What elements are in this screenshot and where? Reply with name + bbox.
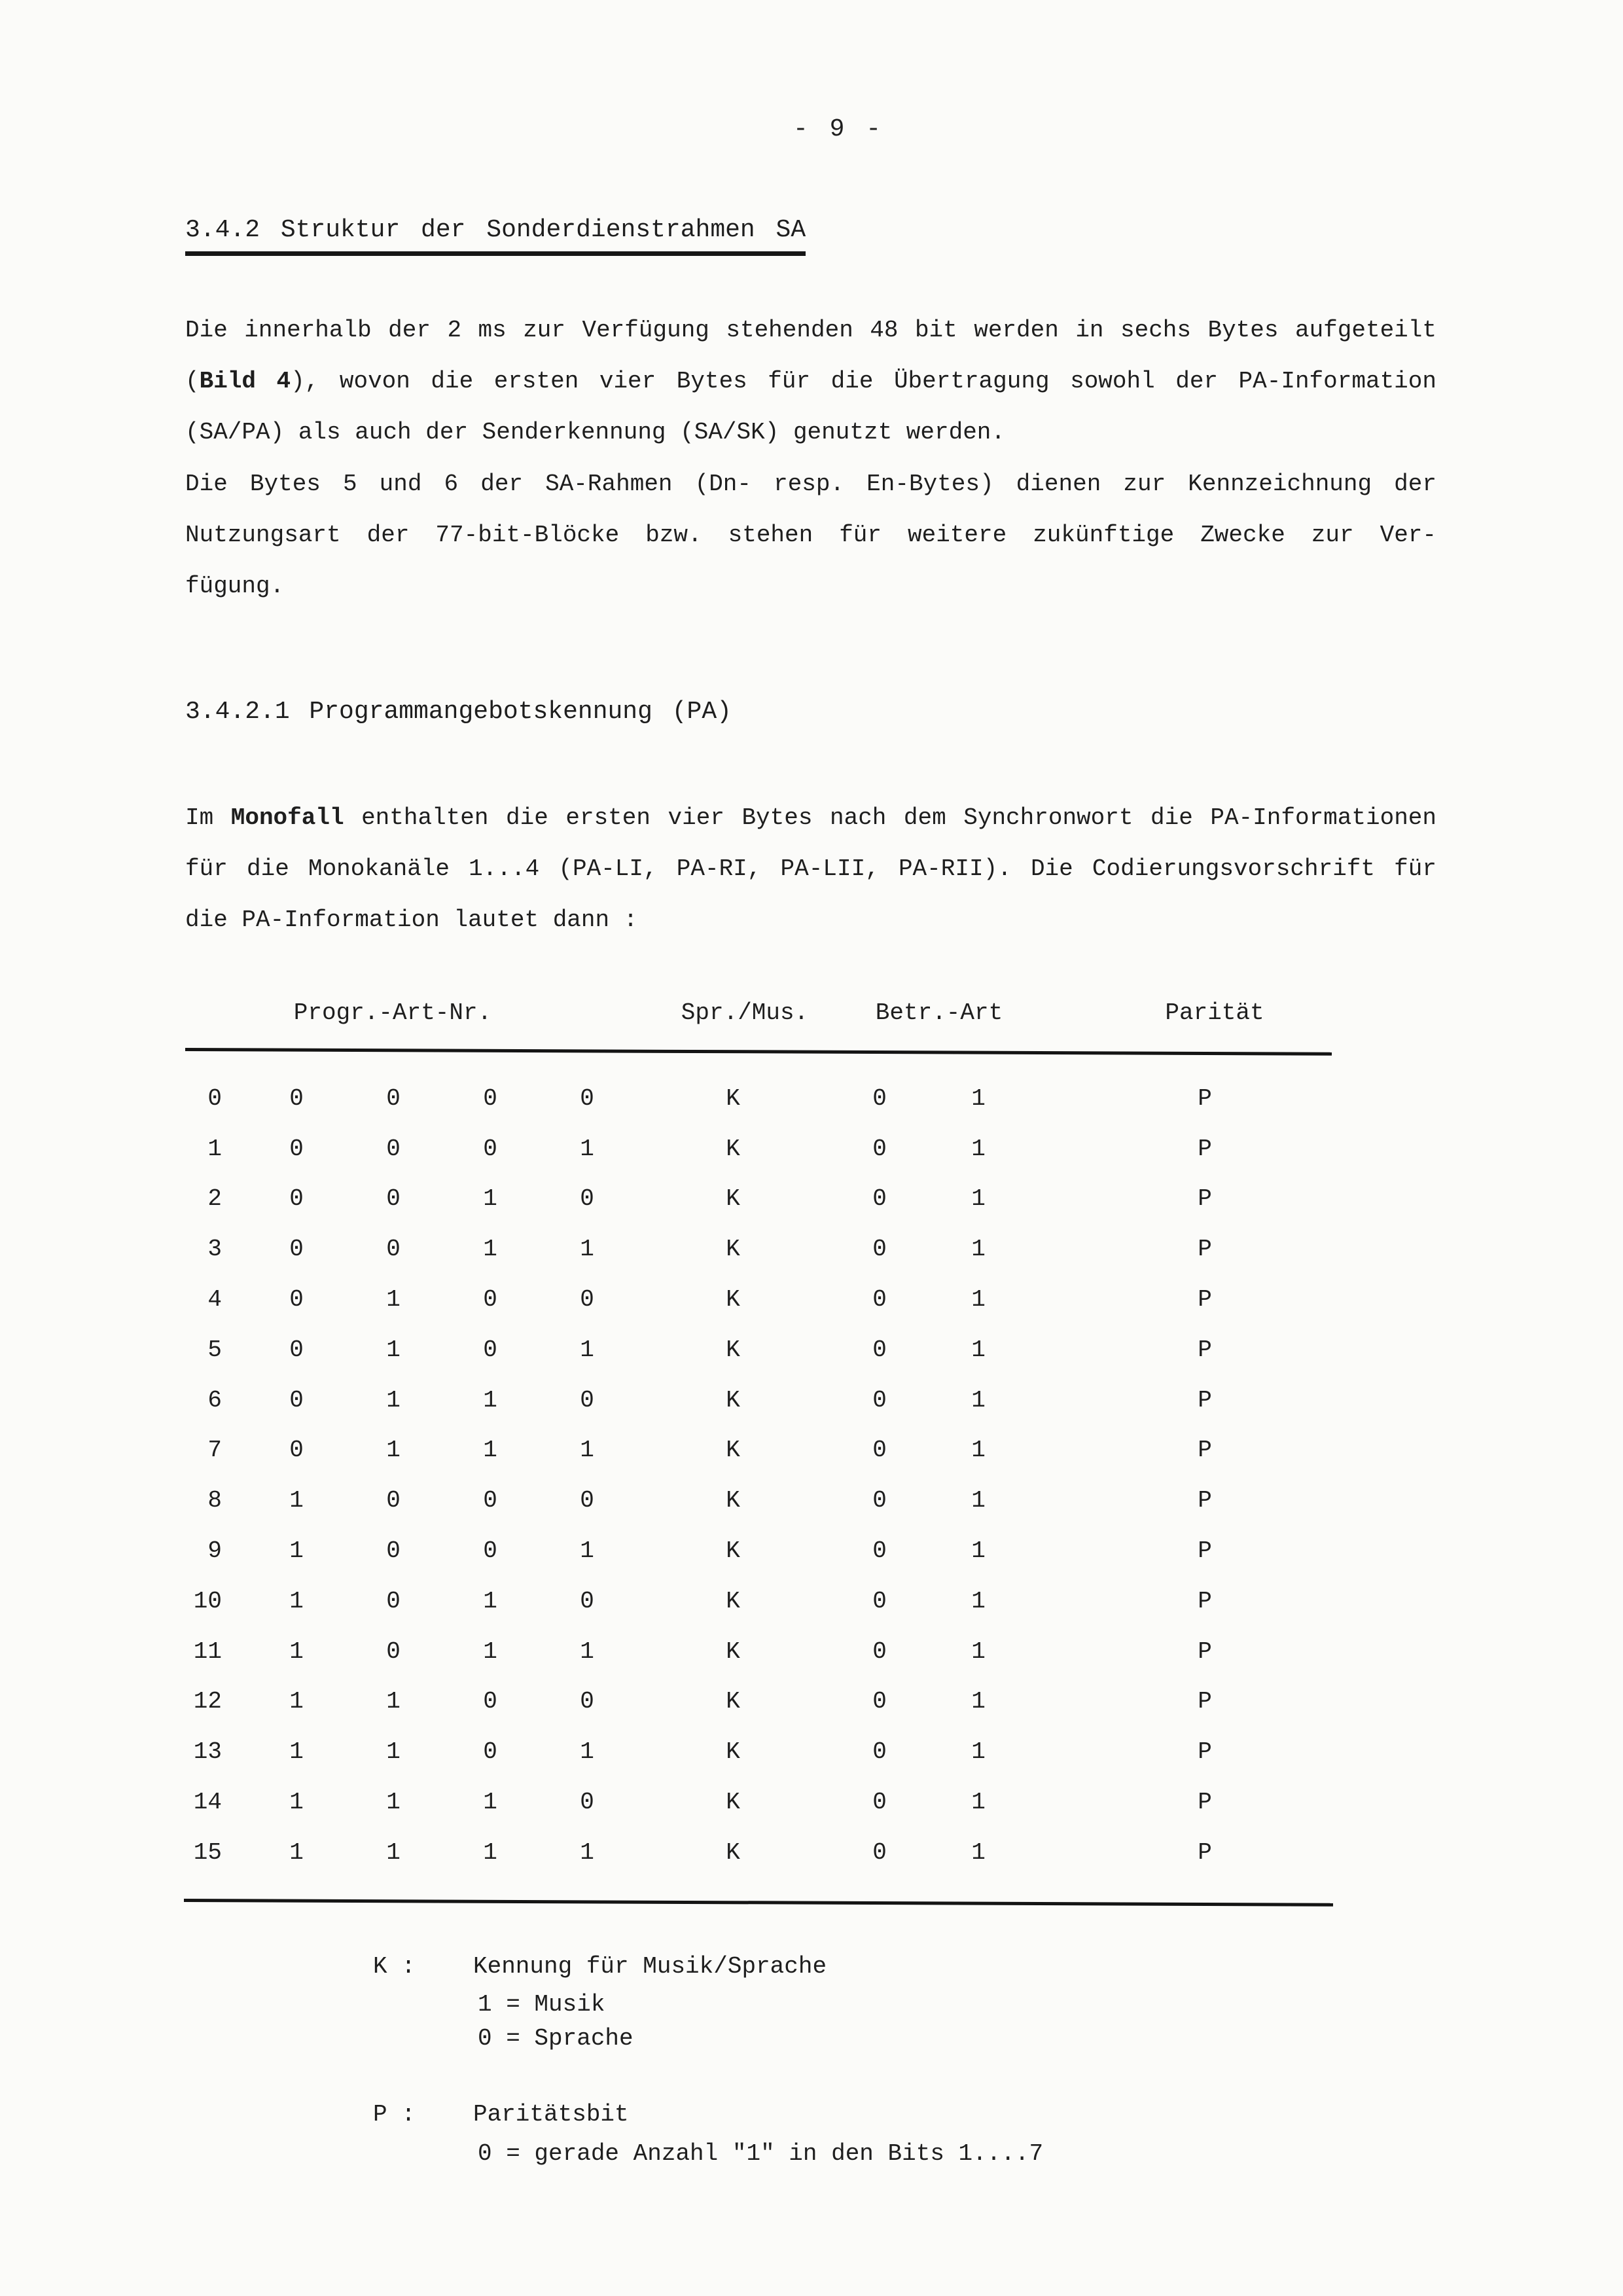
betr-art-bit0-cell: 0 <box>872 1487 887 1515</box>
betr-art-bit1-cell: 1 <box>971 1135 986 1162</box>
parity-cell: P <box>1198 1286 1212 1314</box>
bit4-cell: 0 <box>580 1688 594 1715</box>
bit1-cell: 0 <box>289 1236 304 1263</box>
bit3-cell: 0 <box>483 1336 497 1363</box>
spr-mus-cell: K <box>726 1336 740 1363</box>
table-row <box>185 1073 1382 1124</box>
bit4-cell: 0 <box>580 1789 594 1816</box>
bit1-cell: 1 <box>289 1487 304 1515</box>
bit3-cell: 1 <box>483 1437 497 1464</box>
betr-art-bit1-cell: 1 <box>971 1638 986 1665</box>
bit4-cell: 1 <box>580 1135 594 1162</box>
legend-p-text: Paritätsbit <box>473 2101 629 2128</box>
bit3-cell: 1 <box>483 1638 497 1665</box>
bit1-cell: 1 <box>289 1789 304 1816</box>
table-bottom-rule <box>184 1899 1333 1907</box>
spr-mus-cell: K <box>726 1638 740 1665</box>
text-segment-bold: Monofall <box>230 804 344 831</box>
parity-cell: P <box>1198 1638 1212 1665</box>
betr-art-bit1-cell: 1 <box>971 1487 986 1515</box>
table-header-paritaet: Parität <box>1165 999 1264 1026</box>
bit4-cell: 0 <box>580 1587 594 1615</box>
bit4-cell: 0 <box>580 1085 594 1112</box>
bit1-cell: 1 <box>289 1638 304 1665</box>
text-line: die PA-Information lautet dann : <box>185 906 638 933</box>
bit2-cell: 0 <box>386 1085 401 1112</box>
betr-art-bit1-cell: 1 <box>971 1386 986 1414</box>
betr-art-bit0-cell: 0 <box>872 1135 887 1162</box>
parity-cell: P <box>1198 1487 1212 1515</box>
bit1-cell: 1 <box>289 1587 304 1615</box>
bit4-cell: 1 <box>580 1236 594 1263</box>
bit3-cell: 1 <box>483 1587 497 1615</box>
bit4-cell: 1 <box>580 1537 594 1565</box>
bit2-cell: 1 <box>386 1437 401 1464</box>
bit4-cell: 0 <box>580 1386 594 1414</box>
betr-art-bit0-cell: 0 <box>872 1236 887 1263</box>
text-segment: ), wovon die ersten vier Bytes für die Übertragung sowohl der PA-Information <box>291 368 1436 395</box>
bit1-cell: 1 <box>289 1537 304 1565</box>
betr-art-bit1-cell: 1 <box>971 1789 986 1816</box>
bit1-cell: 0 <box>289 1286 304 1314</box>
bit3-cell: 0 <box>483 1688 497 1715</box>
program-type-number-cell: 15 <box>193 1839 222 1866</box>
bit1-cell: 0 <box>289 1185 304 1213</box>
text-line: (SA/PA) als auch der Senderkennung (SA/SK) genutzt werden. <box>185 419 1006 446</box>
spr-mus-cell: K <box>726 1085 740 1112</box>
bit2-cell: 1 <box>386 1839 401 1866</box>
parity-cell: P <box>1198 1236 1212 1263</box>
program-type-number-cell: 0 <box>207 1085 222 1112</box>
betr-art-bit0-cell: 0 <box>872 1587 887 1615</box>
bit3-cell: 0 <box>483 1135 497 1162</box>
bit1-cell: 1 <box>289 1839 304 1866</box>
table-row <box>185 1677 1382 1727</box>
betr-art-bit1-cell: 1 <box>971 1738 986 1766</box>
program-type-number-cell: 4 <box>207 1286 222 1314</box>
bit4-cell: 0 <box>580 1185 594 1213</box>
subsection-heading: 3.4.2.1 Programmangebotskennung (PA) <box>185 698 732 726</box>
bit3-cell: 0 <box>483 1085 497 1112</box>
text-segment: ( <box>185 368 200 395</box>
bit4-cell: 0 <box>580 1286 594 1314</box>
legend-p-parity-rule: 0 = gerade Anzahl "1" in den Bits 1....7 <box>478 2140 1044 2167</box>
program-type-number-cell: 10 <box>193 1587 222 1615</box>
bit2-cell: 0 <box>386 1236 401 1263</box>
paragraph-bytes-5-6 <box>185 459 1436 612</box>
betr-art-bit0-cell: 0 <box>872 1688 887 1715</box>
parity-cell: P <box>1198 1587 1212 1615</box>
spr-mus-cell: K <box>726 1185 740 1213</box>
bit2-cell: 0 <box>386 1135 401 1162</box>
betr-art-bit0-cell: 0 <box>872 1789 887 1816</box>
table-header-progr-art-nr: Progr.-Art-Nr. <box>293 999 492 1026</box>
text-segment-bold: Bild 4 <box>199 368 291 395</box>
program-type-number-cell: 1 <box>207 1135 222 1162</box>
bit2-cell: 0 <box>386 1185 401 1213</box>
bit4-cell: 1 <box>580 1336 594 1363</box>
program-type-number-cell: 2 <box>207 1185 222 1213</box>
text-line: fügung. <box>185 573 285 600</box>
bit2-cell: 1 <box>386 1789 401 1816</box>
table-row <box>185 1727 1382 1777</box>
text-line: für die Monokanäle 1...4 (PA-LI, PA-RI, PA-LII, PA-RII). Die Codierungsvorschrift für <box>185 855 1436 882</box>
program-type-number-cell: 3 <box>207 1236 222 1263</box>
bit2-cell: 0 <box>386 1587 401 1615</box>
spr-mus-cell: K <box>726 1537 740 1565</box>
paragraph-monofall <box>185 793 1436 946</box>
bit4-cell: 1 <box>580 1437 594 1464</box>
table-row <box>185 1375 1382 1426</box>
table-header-betr-art: Betr.-Art <box>875 999 1003 1026</box>
spr-mus-cell: K <box>726 1286 740 1314</box>
bit1-cell: 1 <box>289 1738 304 1766</box>
bit2-cell: 1 <box>386 1688 401 1715</box>
spr-mus-cell: K <box>726 1738 740 1766</box>
legend-k-text: Kennung für Musik/Sprache <box>473 1953 827 1980</box>
betr-art-bit1-cell: 1 <box>971 1437 986 1464</box>
betr-art-bit1-cell: 1 <box>971 1587 986 1615</box>
table-row <box>185 1426 1382 1476</box>
spr-mus-cell: K <box>726 1487 740 1515</box>
bit4-cell: 1 <box>580 1738 594 1766</box>
betr-art-bit0-cell: 0 <box>872 1537 887 1565</box>
program-type-number-cell: 13 <box>193 1738 222 1766</box>
parity-cell: P <box>1198 1437 1212 1464</box>
program-type-number-cell: 12 <box>193 1688 222 1715</box>
parity-cell: P <box>1198 1085 1212 1112</box>
betr-art-bit0-cell: 0 <box>872 1185 887 1213</box>
text-line <box>185 356 1436 407</box>
section-heading: 3.4.2 Struktur der Sonderdienstrahmen SA <box>185 216 806 256</box>
program-type-number-cell: 6 <box>207 1386 222 1414</box>
spr-mus-cell: K <box>726 1688 740 1715</box>
table-row <box>185 1526 1382 1576</box>
text-line: Nutzungsart der 77-bit-Blöcke bzw. stehen für weitere zukünftige Zwecke zur Ver- <box>185 522 1436 548</box>
parity-cell: P <box>1198 1839 1212 1866</box>
text-segment: Im <box>185 804 231 831</box>
text-line: Die innerhalb der 2 ms zur Verfügung stehenden 48 bit werden in sechs Bytes aufgeteilt <box>185 317 1436 344</box>
betr-art-bit1-cell: 1 <box>971 1085 986 1112</box>
betr-art-bit1-cell: 1 <box>971 1236 986 1263</box>
bit2-cell: 1 <box>386 1738 401 1766</box>
betr-art-bit0-cell: 0 <box>872 1437 887 1464</box>
betr-art-bit0-cell: 0 <box>872 1638 887 1665</box>
bit3-cell: 1 <box>483 1236 497 1263</box>
parity-cell: P <box>1198 1738 1212 1766</box>
bit1-cell: 0 <box>289 1386 304 1414</box>
table-header-spr-mus: Spr./Mus. <box>681 999 809 1026</box>
bit3-cell: 1 <box>483 1839 497 1866</box>
bit2-cell: 1 <box>386 1336 401 1363</box>
parity-cell: P <box>1198 1336 1212 1363</box>
bit1-cell: 0 <box>289 1085 304 1112</box>
bit3-cell: 0 <box>483 1537 497 1565</box>
bit4-cell: 1 <box>580 1638 594 1665</box>
legend-k-label: K : <box>373 1953 416 1980</box>
bit3-cell: 1 <box>483 1789 497 1816</box>
betr-art-bit0-cell: 0 <box>872 1738 887 1766</box>
betr-art-bit1-cell: 1 <box>971 1688 986 1715</box>
table-row <box>185 1274 1382 1325</box>
spr-mus-cell: K <box>726 1236 740 1263</box>
table-row <box>185 1224 1382 1274</box>
bit1-cell: 0 <box>289 1336 304 1363</box>
table-row <box>185 1325 1382 1375</box>
bit3-cell: 0 <box>483 1487 497 1515</box>
betr-art-bit1-cell: 1 <box>971 1839 986 1866</box>
text-line: Die Bytes 5 und 6 der SA-Rahmen (Dn- resp. En-Bytes) dienen zur Kennzeichnung der <box>185 471 1436 497</box>
betr-art-bit0-cell: 0 <box>872 1286 887 1314</box>
page-number: - 9 - <box>793 115 885 143</box>
table-top-rule <box>185 1048 1332 1056</box>
spr-mus-cell: K <box>726 1839 740 1866</box>
spr-mus-cell: K <box>726 1587 740 1615</box>
table-row <box>185 1626 1382 1677</box>
table-row <box>185 1124 1382 1174</box>
parity-cell: P <box>1198 1185 1212 1213</box>
betr-art-bit1-cell: 1 <box>971 1286 986 1314</box>
bit3-cell: 0 <box>483 1286 497 1314</box>
program-type-number-cell: 14 <box>193 1789 222 1816</box>
parity-cell: P <box>1198 1537 1212 1565</box>
bit4-cell: 0 <box>580 1487 594 1515</box>
legend-k-musik: 1 = Musik <box>478 1991 605 2018</box>
paragraph-frame-structure <box>185 305 1436 458</box>
legend-p-label: P : <box>373 2101 416 2128</box>
program-type-number-cell: 5 <box>207 1336 222 1363</box>
program-type-number-cell: 9 <box>207 1537 222 1565</box>
spr-mus-cell: K <box>726 1386 740 1414</box>
program-type-number-cell: 8 <box>207 1487 222 1515</box>
bit1-cell: 0 <box>289 1437 304 1464</box>
table-row <box>185 1827 1382 1878</box>
table-row <box>185 1576 1382 1626</box>
program-type-number-cell: 11 <box>193 1638 222 1665</box>
parity-cell: P <box>1198 1789 1212 1816</box>
bit2-cell: 0 <box>386 1638 401 1665</box>
betr-art-bit0-cell: 0 <box>872 1386 887 1414</box>
text-segment: enthalten die ersten vier Bytes nach dem Synchronwort die PA-Informationen <box>344 804 1437 831</box>
legend-k-sprache: 0 = Sprache <box>478 2025 633 2052</box>
betr-art-bit1-cell: 1 <box>971 1336 986 1363</box>
parity-cell: P <box>1198 1135 1212 1162</box>
text-line <box>185 793 1436 844</box>
bit3-cell: 1 <box>483 1386 497 1414</box>
bit1-cell: 1 <box>289 1688 304 1715</box>
bit2-cell: 1 <box>386 1286 401 1314</box>
bit2-cell: 1 <box>386 1386 401 1414</box>
coding-table-body <box>185 1073 1382 1878</box>
betr-art-bit0-cell: 0 <box>872 1085 887 1112</box>
betr-art-bit1-cell: 1 <box>971 1537 986 1565</box>
bit2-cell: 0 <box>386 1487 401 1515</box>
bit4-cell: 1 <box>580 1839 594 1866</box>
betr-art-bit1-cell: 1 <box>971 1185 986 1213</box>
betr-art-bit0-cell: 0 <box>872 1336 887 1363</box>
bit2-cell: 0 <box>386 1537 401 1565</box>
bit1-cell: 0 <box>289 1135 304 1162</box>
program-type-number-cell: 7 <box>207 1437 222 1464</box>
parity-cell: P <box>1198 1688 1212 1715</box>
table-row <box>185 1174 1382 1225</box>
spr-mus-cell: K <box>726 1135 740 1162</box>
bit3-cell: 1 <box>483 1185 497 1213</box>
betr-art-bit0-cell: 0 <box>872 1839 887 1866</box>
spr-mus-cell: K <box>726 1437 740 1464</box>
parity-cell: P <box>1198 1386 1212 1414</box>
table-row <box>185 1475 1382 1526</box>
table-row <box>185 1777 1382 1827</box>
bit3-cell: 0 <box>483 1738 497 1766</box>
spr-mus-cell: K <box>726 1789 740 1816</box>
